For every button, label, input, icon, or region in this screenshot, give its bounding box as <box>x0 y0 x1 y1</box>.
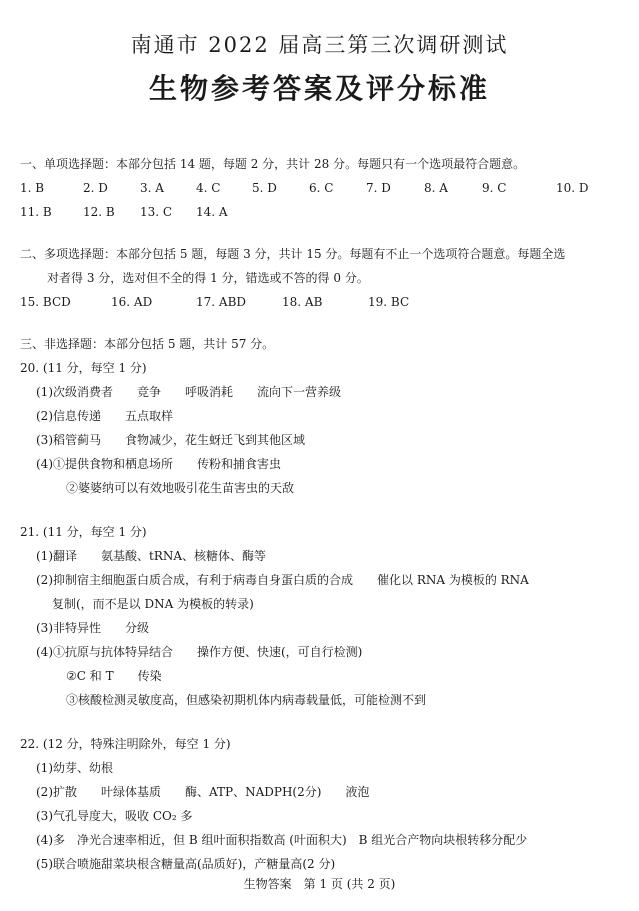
answer-11: 11. B <box>20 205 52 219</box>
q22-heading: 22. (12 分，特殊注明除外，每空 1 分) <box>20 737 231 751</box>
answer-15: 15. BCD <box>20 295 71 309</box>
answer-14: 14. A <box>196 205 228 219</box>
section3-heading: 三、非选择题：本部分包括 5 题，共计 57 分。 <box>20 337 275 351</box>
page-footer: 生物答案 第 1 页 (共 2 页) <box>243 877 396 891</box>
answer-12: 12. B <box>83 205 115 219</box>
answer-9: 9. C <box>482 181 507 195</box>
answer-10: 10. D <box>556 181 589 195</box>
answer-17: 17. ABD <box>196 295 247 309</box>
q21-line: (4)①抗原与抗体特异结合 操作方便、快速(，可自行检测) <box>36 645 363 659</box>
answer-1: 1. B <box>20 181 45 195</box>
q20-heading: 20. (11 分，每空 1 分) <box>20 361 147 375</box>
q20-line: ②婆婆纳可以有效地吸引花生苗害虫的天敌 <box>66 481 295 495</box>
answer-key-title: 生物参考答案及评分标准 <box>148 72 490 105</box>
answer-7: 7. D <box>366 181 391 195</box>
answer-4: 4. C <box>196 181 221 195</box>
q22-line: (2)扩散 叶绿体基质 酶、ATP、NADPH(2分) 液泡 <box>36 785 370 799</box>
answer-18: 18. AB <box>282 295 323 309</box>
q21-line: (2)抑制宿主细胞蛋白质合成，有利于病毒自身蛋白质的合成 催化以 RNA 为模板的 RNA <box>36 573 529 587</box>
answer-5: 5. D <box>252 181 277 195</box>
q22-line: (1)幼芽、幼根 <box>36 761 113 775</box>
answer-19: 19. BC <box>368 295 410 309</box>
exam-title: 南通市 2022 届高三第三次调研测试 <box>130 33 509 57</box>
answer-3: 3. A <box>140 181 164 195</box>
q22-line: (5)联合喷施甜菜块根含糖量高(品质好)，产糖量高(2 分) <box>36 857 336 871</box>
q21-line: (3)非特异性 分级 <box>36 621 149 635</box>
answer-8: 8. A <box>424 181 448 195</box>
answer-6: 6. C <box>309 181 334 195</box>
section1-heading: 一、单项选择题：本部分包括 14 题，每题 2 分，共计 28 分。每题只有一个选项最符合题意。 <box>20 157 526 171</box>
answer-13: 13. C <box>140 205 173 219</box>
section2-heading-cont: 对者得 3 分，选对但不全的得 1 分，错选或不答的得 0 分。 <box>47 271 369 285</box>
q22-line: (4)多 净光合速率相近，但 B 组叶面积指数高 (叶面积大) B 组光合产物向块根转移分配少 <box>36 833 528 847</box>
q20-line: (3)稻管蓟马 食物减少，花生蚜迁飞到其他区域 <box>36 433 305 447</box>
q20-line: (4)①提供食物和栖息场所 传粉和捕食害虫 <box>36 457 281 471</box>
q21-line: ③核酸检测灵敏度高，但感染初期机体内病毒载量低，可能检测不到 <box>66 693 427 707</box>
q20-line: (2)信息传递 五点取样 <box>36 409 173 423</box>
q22-line: (3)气孔导度大，吸收 CO₂ 多 <box>36 809 193 823</box>
section2-heading: 二、多项选择题：本部分包括 5 题，每题 3 分，共计 15 分。每题有不止一个选项符合题意。每题全选 <box>20 247 566 261</box>
q21-line: (1)翻译 氨基酸、tRNA、核糖体、酶等 <box>36 549 267 563</box>
answer-2: 2. D <box>83 181 108 195</box>
answer-16: 16. AD <box>111 295 153 309</box>
q21-heading: 21. (11 分，每空 1 分) <box>20 525 147 539</box>
q20-line: (1)次级消费者 竞争 呼吸消耗 流向下一营养级 <box>36 385 342 399</box>
q21-line: ②C 和 T 传染 <box>66 669 162 683</box>
q21-line: 复制(，而不是以 DNA 为模板的转录) <box>52 597 254 611</box>
